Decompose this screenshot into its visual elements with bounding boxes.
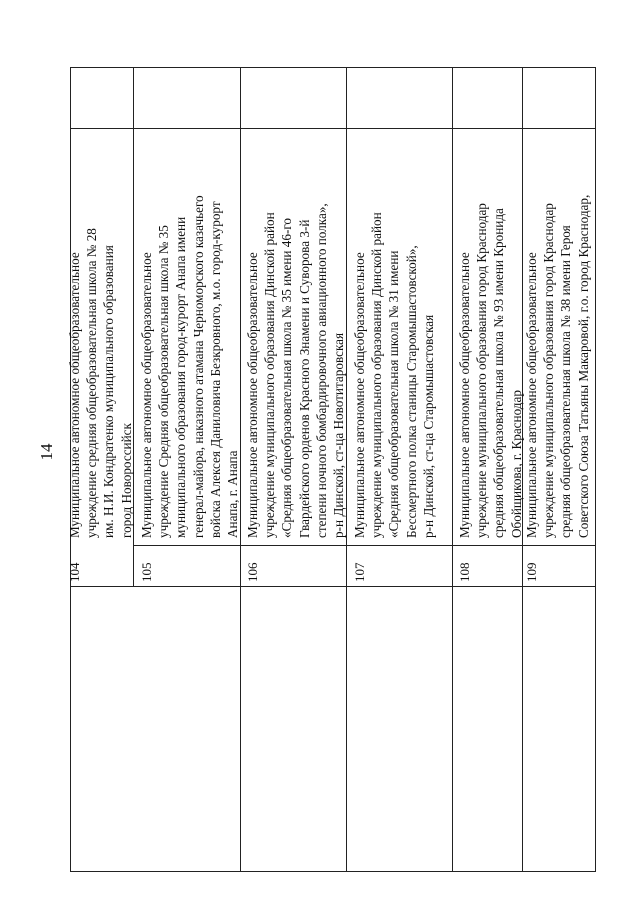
row-number: 106 [245, 562, 260, 582]
row-number: 108 [457, 562, 472, 582]
table-row [520, 136, 592, 586]
row-number: 104 [67, 562, 82, 582]
row-number: 107 [352, 562, 367, 582]
table-row [348, 136, 436, 586]
table-divider [70, 586, 596, 587]
row-number: 105 [139, 562, 154, 582]
table-row [135, 136, 241, 586]
school-name: Муниципальное автономное общеобразовательное учреждение муниципального образования город Краснодар средняя общеобразовательная школа № 38 имени Героя Советского Союза Татьяны Макаровой, г.о. город Краснодар, [524, 194, 591, 538]
school-name: Муниципальное автономное общеобразовательное учреждение муниципального образования город Краснодар средняя общеобразовательная школа № 93 имени Кронида Обойщикова, г. Краснодар [457, 203, 524, 538]
school-name: Муниципальное автономное общеобразовательное учреждение средняя общеобразовательная школа № 28 им. Н.И. Кондратенко муниципального образования город Новороссийск [67, 228, 134, 538]
school-name: Муниципальное автономное общеобразовательное учреждение Средняя общеобразовательная школа № 35 муниципального образования город-курорт Анапа имени генерал-майора, наказного атамана Черноморского казачьего войска Алексея Даниловича Безкровного, м.о. город-курорт Анапа, г. Анапа [139, 195, 241, 538]
table-divider [70, 128, 596, 129]
table-row [241, 136, 347, 586]
page-number: 14 [37, 443, 56, 461]
school-name: Муниципальное автономное общеобразовательное учреждение муниципального образования Динской район «Средняя общеобразовательная школа № 31 имени Бессмертного полка станицы Старомышастовской», р-н Динской, ст-ца Старомышастовская [352, 212, 436, 538]
table-row [453, 136, 525, 586]
table-row [63, 136, 135, 586]
school-name: Муниципальное автономное общеобразовательное учреждение муниципального образования Динской район «Средняя общеобразовательная школа № 35 имени 46-го Гвардейского орденов Красного Знамени и Суворова 3-й степени ночного бомбардировочного авиационного полка», р-н Динской, ст-ца Новотитаровская [245, 203, 347, 538]
row-number: 109 [524, 562, 539, 582]
